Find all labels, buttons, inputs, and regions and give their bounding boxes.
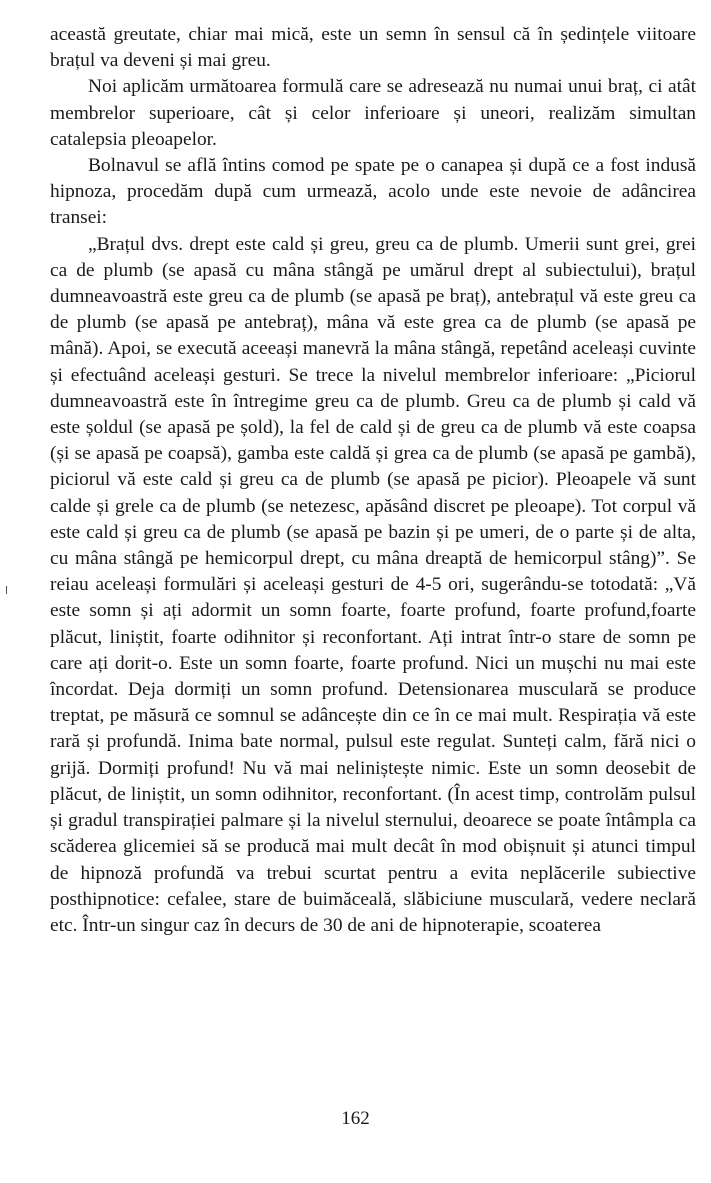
paragraph-2: Noi aplicăm următoarea formulă care se adresează nu numai unui braț, ci atât membrelor superioare, cât și celor inferioare și uneori, realizăm simultan catalepsia pleoapelor. <box>50 76 696 150</box>
scan-edge-mark <box>6 586 7 594</box>
paragraph-3: Bolnavul se află întins comod pe spate pe o canapea și după ce a fost indusă hipnoza, procedăm după cum urmează, acolo unde este nevoie de adâncirea transei: <box>50 155 696 229</box>
page-body <box>50 22 696 1142</box>
paragraph-4: „Brațul dvs. drept este cald și greu, greu ca de plumb. Umerii sunt grei, grei ca de plumb (se apasă cu mâna stângă pe umărul drept al subiectului), brațul dumneavoastră este greu ca de plumb (se apasă pe braț), antebrațul vă este greu ca de plumb (se apasă pe antebraț), mâna vă este grea ca de plumb (se apasă pe mână). Apoi, se execută aceeași manevră la mâna stângă, repetând aceleași cuvinte și efectuând aceleași gesturi. Se trece la nivelul membrelor inferioare: „Piciorul dumneavoastră este în întregime greu ca de plumb. Greu ca de plumb și cald vă este șoldul (se apasă pe șold), la fel de cald și de greu ca de plumb vă este coapsa (și se apasă pe coapsă), gamba este caldă și grea ca de plumb (se apasă pe gambă), piciorul vă este cald și greu ca de plumb (se apasă pe picior). Pleoapele vă sunt calde și grele ca de plumb (se netezesc, apăsând discret pe pleoape). Tot corpul vă este cald și greu ca de plumb (se apasă pe bazin și pe umeri, de o parte și de alta, cu mâna stângă pe hemicorpul drept, cu mâna dreaptă de hemicorpul stâng)”. Se reiau aceleași formulări și aceleași gesturi de 4-5 ori, sugerându-se totodată: „Vă este somn și ați adormit un somn foarte, foarte profund, foarte profund,foarte plăcut, liniștit, foarte odihnitor și reconfortant. Ați intrat într-o stare de somn pe care ați dorit-o. Este un somn foarte, foarte profund. Nici un mușchi nu mai este încordat. Deja dormiți un somn profund. Detensionarea musculară se produce treptat, pe măsură ce somnul se adâncește din ce în ce mai mult. Respirația vă este rară și profundă. Inima bate normal, pulsul este regulat. Sunteți calm, fără nici o grijă. Dormiți profund! Nu vă mai neliniștește nimic. Este un somn deosebit de plăcut, de liniștit, un somn odihnitor, reconfortant. (În acest timp, controlăm pulsul și gradul transpirației palmare și la nivelul sternului, deoarece se poate întâmpla ca scăderea glicemiei să se producă mai mult decât în mod obișnuit și atunci timpul de hipnoză profundă va trebui scurtat pentru a evita neplăcerile subiective posthipnotice: cefalee, stare de buimăceală, slăbiciune musculară, vedere neclară etc. Într-un singur caz în decurs de 30 de ani de hipnoterapie, scoaterea <box>50 233 696 936</box>
page-number: 162 <box>341 1108 370 1129</box>
paragraph-1: această greutate, chiar mai mică, este un semn în sensul că în ședințele viitoare brațul va deveni și mai greu. <box>50 24 696 72</box>
